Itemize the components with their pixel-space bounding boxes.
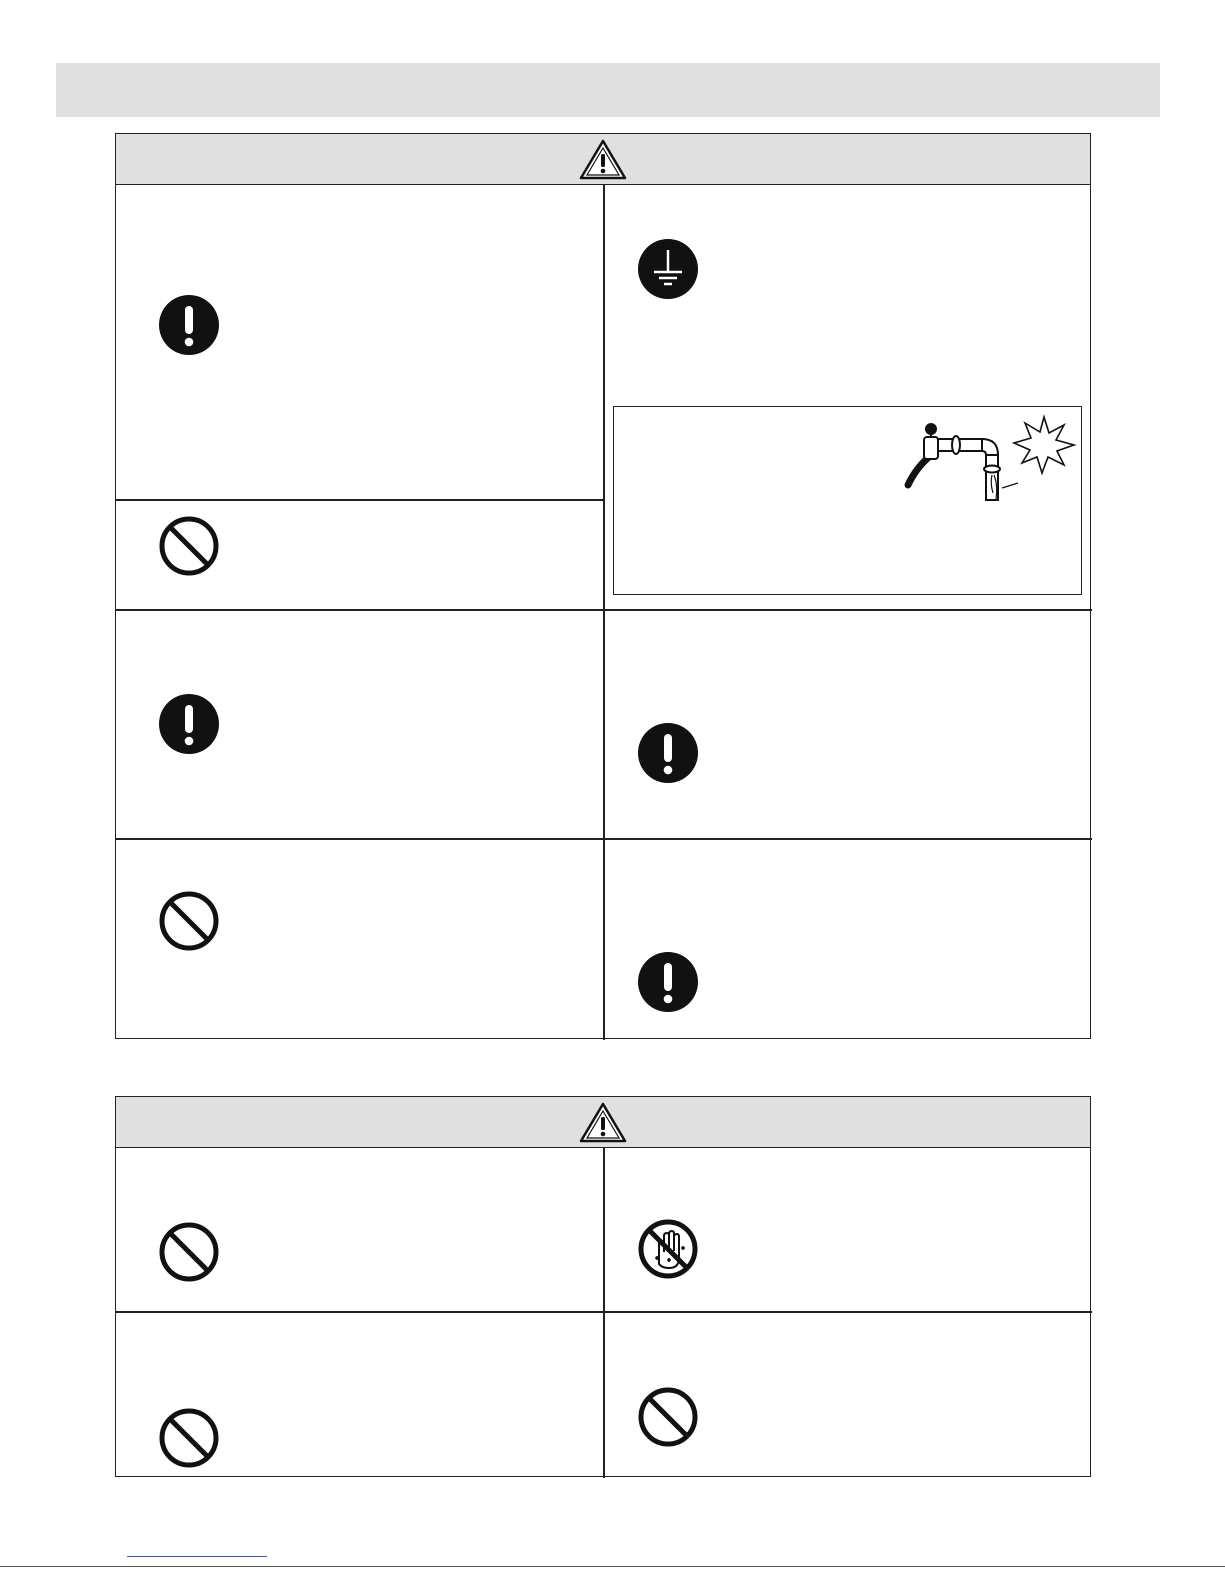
page-header-bar <box>56 63 1160 117</box>
ground-warning-illustration-box <box>613 406 1082 595</box>
prohibition-icon <box>158 515 220 577</box>
prohibition-icon <box>158 890 220 952</box>
prohibition-icon <box>158 1221 220 1283</box>
warning-triangle-icon <box>579 138 627 180</box>
caution-panel <box>115 1096 1091 1477</box>
warning-triangle-icon <box>579 1101 627 1143</box>
mandatory-action-icon <box>158 294 220 356</box>
mandatory-action-icon <box>637 951 699 1013</box>
page-bottom-rule <box>0 1566 1225 1567</box>
footer-link-underline[interactable] <box>127 1556 267 1557</box>
no-wet-hands-icon <box>637 1218 699 1280</box>
warning-panel-header <box>116 134 1090 185</box>
faucet-pipe-spark-illustration <box>894 413 1079 508</box>
ground-connection-icon <box>637 238 699 300</box>
mandatory-action-icon <box>637 722 699 784</box>
prohibition-icon <box>637 1386 699 1448</box>
caution-panel-header <box>116 1097 1090 1148</box>
prohibition-icon <box>158 1407 220 1469</box>
mandatory-action-icon <box>158 693 220 755</box>
